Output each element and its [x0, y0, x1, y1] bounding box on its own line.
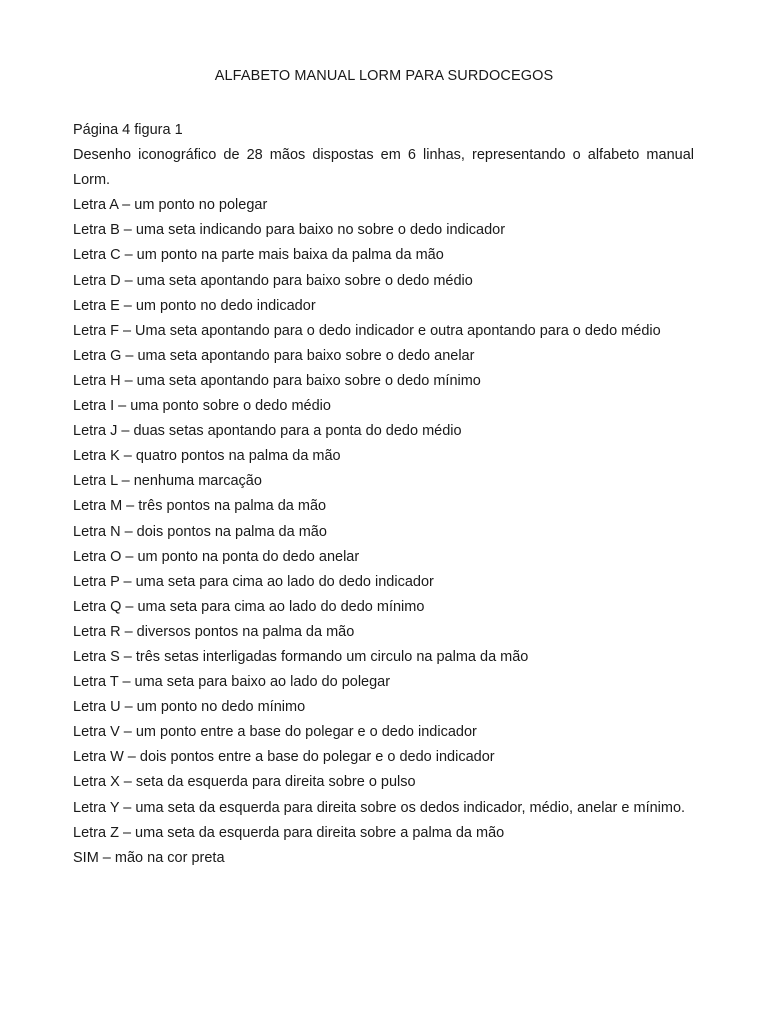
- letter-entry-y: Letra Y – uma seta da esquerda para direita sobre os dedos indicador, médio, anelar e mínimo.: [73, 799, 686, 816]
- document-title: ALFABETO MANUAL LORM PARA SURDOCEGOS: [214, 68, 554, 84]
- letter-entry-q: Letra Q – uma seta para cima ao lado do dedo mínimo: [73, 598, 425, 615]
- letter-entry-f: Letra F – Uma seta apontando para o dedo indicador e outra apontando para o dedo médio: [73, 322, 661, 339]
- letter-entry-s: Letra S – três setas interligadas formando um circulo na palma da mão: [73, 648, 529, 665]
- letter-entry-r: Letra R – diversos pontos na palma da mão: [73, 623, 355, 640]
- document-body: [73, 118, 694, 871]
- letter-entry-l: Letra L – nenhuma marcação: [73, 473, 262, 490]
- letter-entry-e: Letra E – um ponto no dedo indicador: [73, 297, 316, 314]
- letter-entry-t: Letra T – uma seta para baixo ao lado do polegar: [73, 674, 391, 691]
- letter-entry-n: Letra N – dois pontos na palma da mão: [73, 523, 327, 540]
- letter-entry-g: Letra G – uma seta apontando para baixo sobre o dedo anelar: [73, 347, 475, 364]
- letter-entry-j: Letra J – duas setas apontando para a ponta do dedo médio: [73, 423, 462, 440]
- letter-entry-z: Letra Z – uma seta da esquerda para direita sobre a palma da mão: [73, 824, 505, 841]
- letter-entry-b: Letra B – uma seta indicando para baixo no sobre o dedo indicador: [73, 222, 506, 239]
- figure-description: Desenho iconográfico de 28 mãos dispostas em 6 linhas, representando o alfabeto manual Lorm.: [73, 147, 694, 189]
- letter-entry-v: Letra V – um ponto entre a base do polegar e o dedo indicador: [73, 724, 477, 741]
- letter-entry-p: Letra P – uma seta para cima ao lado do dedo indicador: [73, 573, 434, 590]
- letter-entry-d: Letra D – uma seta apontando para baixo sobre o dedo médio: [73, 272, 473, 289]
- letter-entry-u: Letra U – um ponto no dedo mínimo: [73, 699, 306, 716]
- letter-entry-i: Letra I – uma ponto sobre o dedo médio: [73, 398, 331, 415]
- page-reference: Página 4 figura 1: [73, 122, 183, 138]
- letter-entry-a: Letra A – um ponto no polegar: [73, 197, 268, 214]
- entry-sim: SIM – mão na cor preta: [73, 849, 225, 866]
- letter-entry-k: Letra K – quatro pontos na palma da mão: [73, 448, 341, 465]
- letter-entry-w: Letra W – dois pontos entre a base do polegar e o dedo indicador: [73, 749, 495, 766]
- letter-entry-m: Letra M – três pontos na palma da mão: [73, 498, 327, 515]
- letter-entry-o: Letra O – um ponto na ponta do dedo anelar: [73, 548, 360, 565]
- letter-entry-c: Letra C – um ponto na parte mais baixa da palma da mão: [73, 247, 444, 264]
- letter-entry-h: Letra H – uma seta apontando para baixo sobre o dedo mínimo: [73, 372, 481, 389]
- letter-entry-x: Letra X – seta da esquerda para direita sobre o pulso: [73, 774, 416, 791]
